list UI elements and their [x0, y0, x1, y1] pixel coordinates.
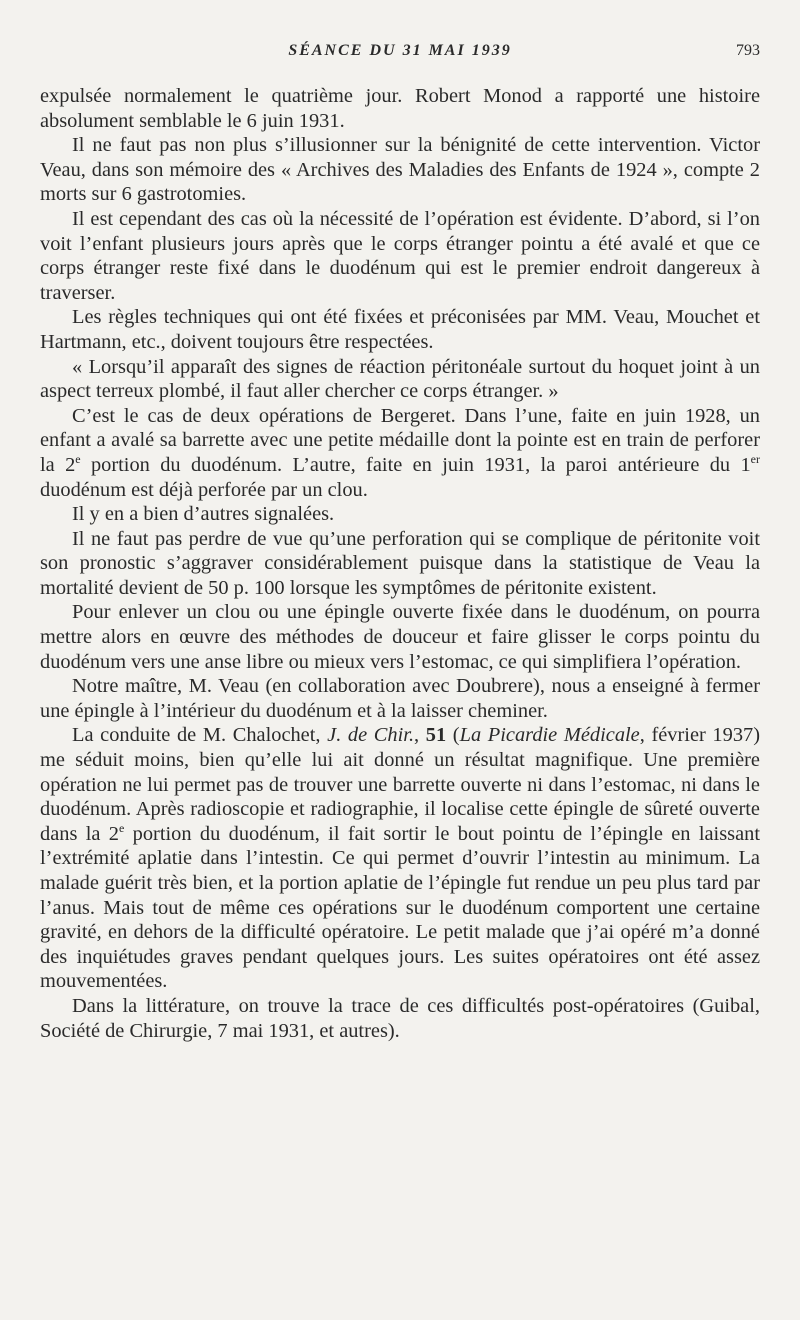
- paragraph: Il ne faut pas non plus s’illusionner sur la bénignité de cette intervention. Victor Veau, dans son mémoire des « Archives des Maladies des Enfants de 1924 », compte 2 morts sur 6 gastrotomies.: [40, 134, 760, 206]
- page-number: 793: [736, 42, 760, 59]
- text-run: duodénum est déjà perforée par un clou.: [40, 478, 368, 501]
- paragraph: Notre maître, M. Veau (en collaboration avec Doubrere), nous a enseigné à fermer une épingle à l’intérieur du duodénum et à la laisser cheminer.: [40, 675, 760, 722]
- text-run: , février 1937) me séduit moins, bien qu’elle lui ait donné un résultat magnifique. Une première opération ne lui permet pas de trouver une barrette ouverte ni dans l’estomac, ni dans le duodénum. Après radioscopie et radiographie, il localise cette épingle de sûreté ouverte dans la 2: [40, 724, 761, 845]
- paragraph: [40, 723, 760, 994]
- text-run: La conduite de M. Chalochet,: [72, 724, 328, 747]
- paragraph: Il ne faut pas perdre de vue qu’une perforation qui se complique de péritonite voit son pronostic s’aggraver considérablement puisque dans la statistique de Veau la mortalité devient de 50 p. 100 lorsque les symptômes de péritonite existent.: [40, 527, 760, 599]
- text-run: C’est le cas de deux opérations de Bergeret. Dans l’une, faite en juin 1928, un enfant a avalé sa barrette avec une petite médaille dont la pointe est en train de perforer la 2: [40, 404, 760, 476]
- volume-number: 51: [425, 724, 447, 747]
- superscript: er: [750, 452, 760, 467]
- text-run: (: [446, 724, 460, 747]
- text-run: ,: [414, 724, 426, 747]
- running-title: SÉANCE DU 31 MAI 1939: [288, 42, 512, 59]
- superscript: e: [118, 821, 125, 836]
- source-title: La Picardie Médicale: [459, 724, 640, 747]
- superscript: e: [75, 452, 81, 467]
- body-text: [40, 84, 760, 1043]
- journal-citation: J. de Chir.: [327, 724, 415, 747]
- text-run: portion du duodénum, il fait sortir le bout pointu de l’épingle en laissant l’extrémité aplatie dans l’intestin. Ce qui permet d’ouvrir l’intestin au minimum. La malade guérit très bien, et la portion aplatie de l’épingle fut rendue un peu plus tard par l’anus. Mais tout de même ces opérations sur le duodénum comportent une certaine gravité, en dehors de la difficulté opératoire. Le petit malade que j’ai opéré m’a donné des inquiétudes graves pendant quelques jours. Les suites opératoires ont été assez mouvementées.: [40, 822, 760, 993]
- paragraph: Il est cependant des cas où la nécessité de l’opération est évidente. D’abord, si l’on voit l’enfant plusieurs jours après que le corps étranger pointu a été avalé et que ce corps étranger reste fixé dans le duodénum qui est le premier endroit dangereux à traverser.: [40, 207, 760, 304]
- text-run: portion du duodénum. L’autre, faite en juin 1931, la paroi antérieure du 1: [80, 453, 751, 476]
- paragraph: [40, 404, 760, 502]
- paragraph: Il y en a bien d’autres signalées.: [72, 503, 335, 526]
- paragraph: Dans la littérature, on trouve la trace de ces difficultés post-opératoires (Guibal, Société de Chirurgie, 7 mai 1931, et autres).: [40, 994, 760, 1042]
- paragraph: Pour enlever un clou ou une épingle ouverte fixée dans le duodénum, on pourra mettre alors en œuvre des méthodes de douceur et faire glisser le corps pointu du duodénum vers une anse libre ou mieux vers l’estomac, ce qui simplifiera l’opération.: [40, 601, 760, 673]
- quotation-paragraph: « Lorsqu’il apparaît des signes de réaction péritonéale surtout du hoquet joint à un aspect terreux plombé, il faut aller chercher ce corps étranger. »: [40, 355, 760, 403]
- paragraph: expulsée normalement le quatrième jour. Robert Monod a rapporté une histoire absolument semblable le 6 juin 1931.: [40, 85, 760, 132]
- paragraph: Les règles techniques qui ont été fixées et préconisées par MM. Veau, Mouchet et Hartmann, etc., doivent toujours être respectées.: [40, 306, 760, 353]
- page-header: [40, 42, 760, 68]
